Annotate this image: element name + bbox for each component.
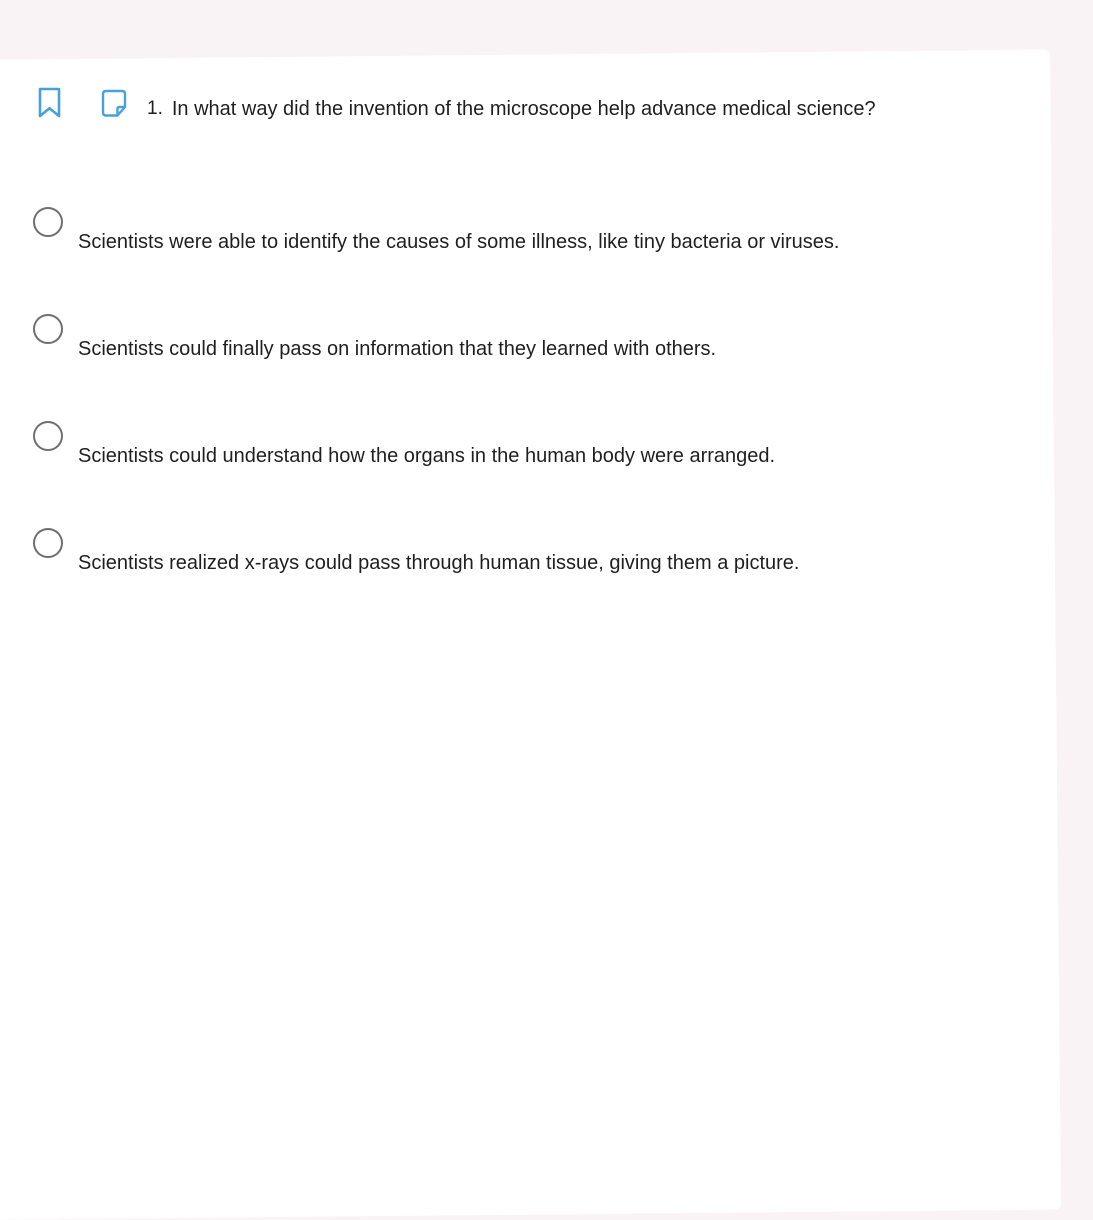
answer-option[interactable] [33,411,1043,471]
radio-button[interactable] [33,528,63,558]
question-text: In what way did the invention of the microscope help advance medical science? [171,98,876,120]
option-label: Scientists could finally pass on information that they learned with others. [78,338,717,360]
answer-options [33,197,1043,625]
bookmark-icon[interactable] [36,86,63,119]
option-label: Scientists realized x-rays could pass through human tissue, giving them a picture. [78,552,800,574]
question [147,93,876,125]
radio-button[interactable] [33,314,63,344]
option-label: Scientists could understand how the organs in the human body were arranged. [78,445,776,467]
question-number: 1. [147,98,163,119]
radio-button[interactable] [33,207,63,237]
answer-option[interactable] [33,197,1043,257]
note-icon[interactable] [99,88,129,119]
answer-option[interactable] [33,304,1043,364]
answer-option[interactable] [33,518,1043,578]
option-label: Scientists were able to identify the causes of some illness, like tiny bacteria or viruses. [78,231,840,253]
radio-button[interactable] [33,421,63,451]
